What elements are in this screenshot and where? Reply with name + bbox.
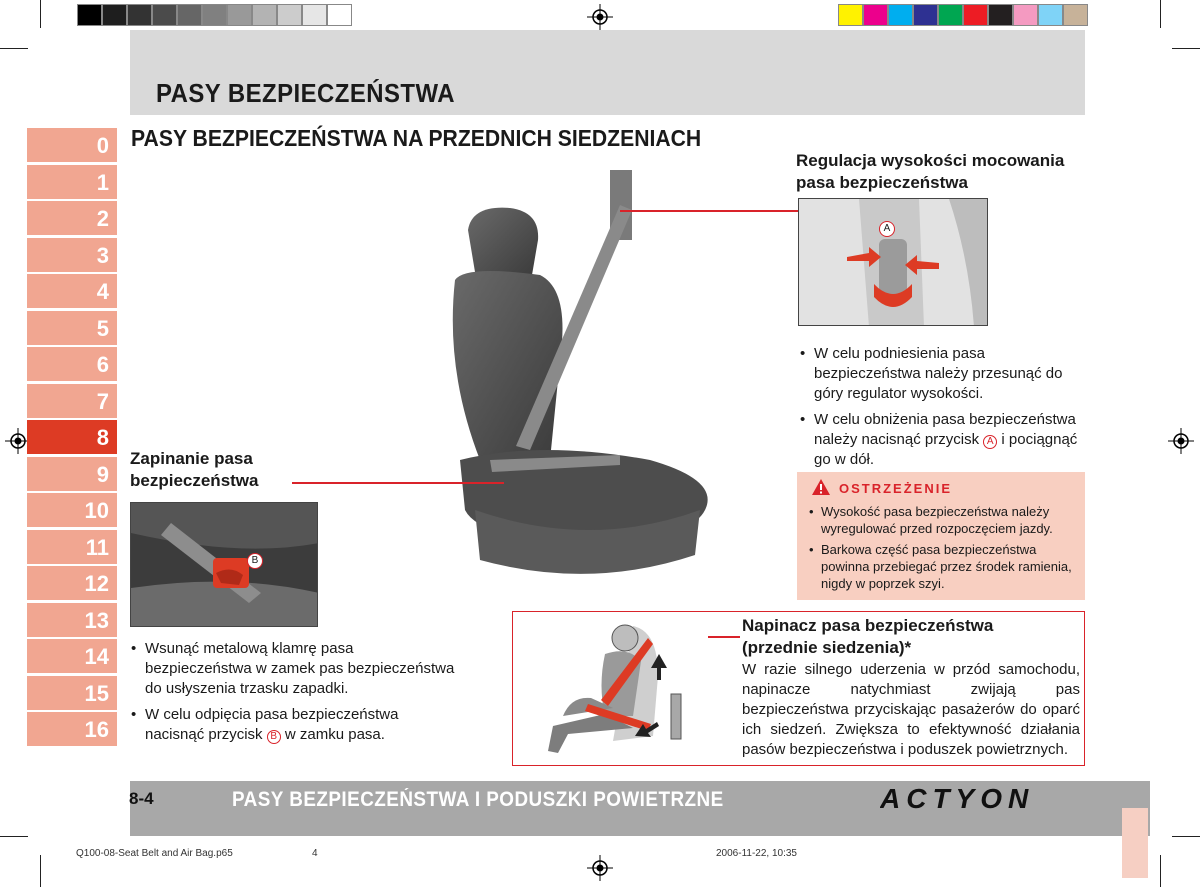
- chapter-tabs: [27, 128, 117, 749]
- chapter-tab-5[interactable]: 5: [27, 311, 117, 345]
- fastening-list: [131, 639, 461, 751]
- fastening-photo: [130, 502, 318, 627]
- height-adjust-callout: [620, 210, 798, 212]
- pretensioner-title-line1: Napinacz pasa bezpieczeństwa: [742, 616, 994, 635]
- chapter-tab-12[interactable]: 12: [27, 566, 117, 600]
- marker-a: A: [879, 221, 895, 237]
- chapter-tab-3[interactable]: 3: [27, 238, 117, 272]
- chapter-tab-14[interactable]: 14: [27, 639, 117, 673]
- crop-mark: [0, 48, 28, 49]
- warning-triangle-icon: [811, 478, 831, 496]
- crosshair-registration-icon: [1168, 428, 1194, 454]
- chapter-tab-13[interactable]: 13: [27, 603, 117, 637]
- chapter-tab-11[interactable]: 11: [27, 530, 117, 564]
- grayscale-bar: [77, 4, 352, 26]
- slug-page: 4: [312, 848, 318, 859]
- list-item: • Wsunąć metalową klamrę pasa bezpieczeństwa w zamek pas bezpieczeństwa do usłyszenia trzasku zapadki.: [131, 639, 461, 699]
- height-adjust-list: [800, 344, 1086, 476]
- chapter-tab-6[interactable]: 6: [27, 347, 117, 381]
- crop-mark: [40, 855, 41, 887]
- pretensioner-illustration: [533, 616, 703, 761]
- chapter-tab-7[interactable]: 7: [27, 384, 117, 418]
- color-bar: [838, 4, 1088, 26]
- pretensioner-title-line2: (przednie siedzenia)*: [742, 638, 912, 657]
- page-title: PASY BEZPIECZEŃSTWA: [156, 78, 455, 108]
- marker-b-inline: B: [267, 730, 281, 744]
- crop-mark: [1172, 48, 1200, 49]
- crosshair-registration-icon: [587, 855, 613, 881]
- side-marker: [1122, 808, 1148, 878]
- svg-text:ACTYON: ACTYON: [880, 784, 1035, 814]
- warning-box: [797, 472, 1085, 600]
- warning-list: [809, 503, 1081, 596]
- chapter-tab-8[interactable]: 8: [27, 420, 117, 454]
- chapter-tab-1[interactable]: 1: [27, 165, 117, 199]
- chapter-tab-4[interactable]: 4: [27, 274, 117, 308]
- list-item: • Barkowa część pasa bezpieczeństwa powinna przebiegać przez środek ramienia, nigdy w poprzek szyi.: [809, 541, 1081, 592]
- height-adjust-photo: [798, 198, 988, 326]
- list-item: • W celu odpięcia pasa bezpieczeństwa nacisnąć przycisk B w zamku pasa.: [131, 705, 461, 745]
- seat-illustration: [420, 160, 730, 610]
- height-adjust-title-line1: Regulacja wysokości mocowania: [796, 151, 1065, 170]
- pretensioner-box: [512, 611, 1085, 766]
- fastening-callout: [292, 482, 504, 484]
- crosshair-registration-icon: [587, 4, 613, 30]
- crop-mark: [1160, 0, 1161, 28]
- height-adjust-title: [796, 150, 1064, 194]
- chapter-tab-9[interactable]: 9: [27, 457, 117, 491]
- list-item: • Wysokość pasa bezpieczeństwa należy wyregulować przed rozpoczęciem jazdy.: [809, 503, 1081, 537]
- chapter-tab-10[interactable]: 10: [27, 493, 117, 527]
- pretensioner-callout: [708, 636, 740, 638]
- slug-date: 2006-11-22, 10:35: [716, 848, 797, 859]
- fastening-title-line2: bezpieczeństwa: [130, 471, 259, 490]
- list-item: • W celu podniesienia pasa bezpieczeństwa należy przesunąć do góry regulator wysokości.: [800, 344, 1086, 404]
- brand-logo: [880, 784, 1075, 814]
- crop-mark: [1172, 836, 1200, 837]
- crop-mark: [0, 836, 28, 837]
- pretensioner-text: W razie silnego uderzenia w przód samochodu, napinacze natychmiast zwijają pas bezpieczeństwa przyciskając pasażerów do oparć ich siedzeń. Zwiększa to efektywność działania pasów bezpieczeństwa i poduszek powietrznych.: [742, 661, 1080, 758]
- section-title: PASY BEZPIECZEŃSTWA NA PRZEDNICH SIEDZENIACH: [131, 125, 702, 151]
- page-number: 8-4: [129, 789, 154, 808]
- height-adjust-title-line2: pasa bezpieczeństwa: [796, 173, 968, 192]
- footer-title: PASY BEZPIECZEŃSTWA I PODUSZKI POWIETRZNE: [232, 788, 724, 811]
- fastening-title: [130, 448, 259, 492]
- list-item: • W celu obniżenia pasa bezpieczeństwa należy nacisnąć przycisk A i pociągnąć go w dół.: [800, 410, 1086, 470]
- chapter-tab-15[interactable]: 15: [27, 676, 117, 710]
- pretensioner-title: [742, 615, 1082, 659]
- chapter-tab-16[interactable]: 16: [27, 712, 117, 746]
- marker-a-inline: A: [983, 435, 997, 449]
- fastening-title-line1: Zapinanie pasa: [130, 449, 253, 468]
- slug-file: Q100-08-Seat Belt and Air Bag.p65: [76, 848, 233, 859]
- marker-b: B: [247, 553, 263, 569]
- crop-mark: [40, 0, 41, 28]
- chapter-tab-2[interactable]: 2: [27, 201, 117, 235]
- chapter-tab-0[interactable]: 0: [27, 128, 117, 162]
- warning-title: OSTRZEŻENIE: [839, 481, 953, 496]
- crop-mark: [1160, 855, 1161, 887]
